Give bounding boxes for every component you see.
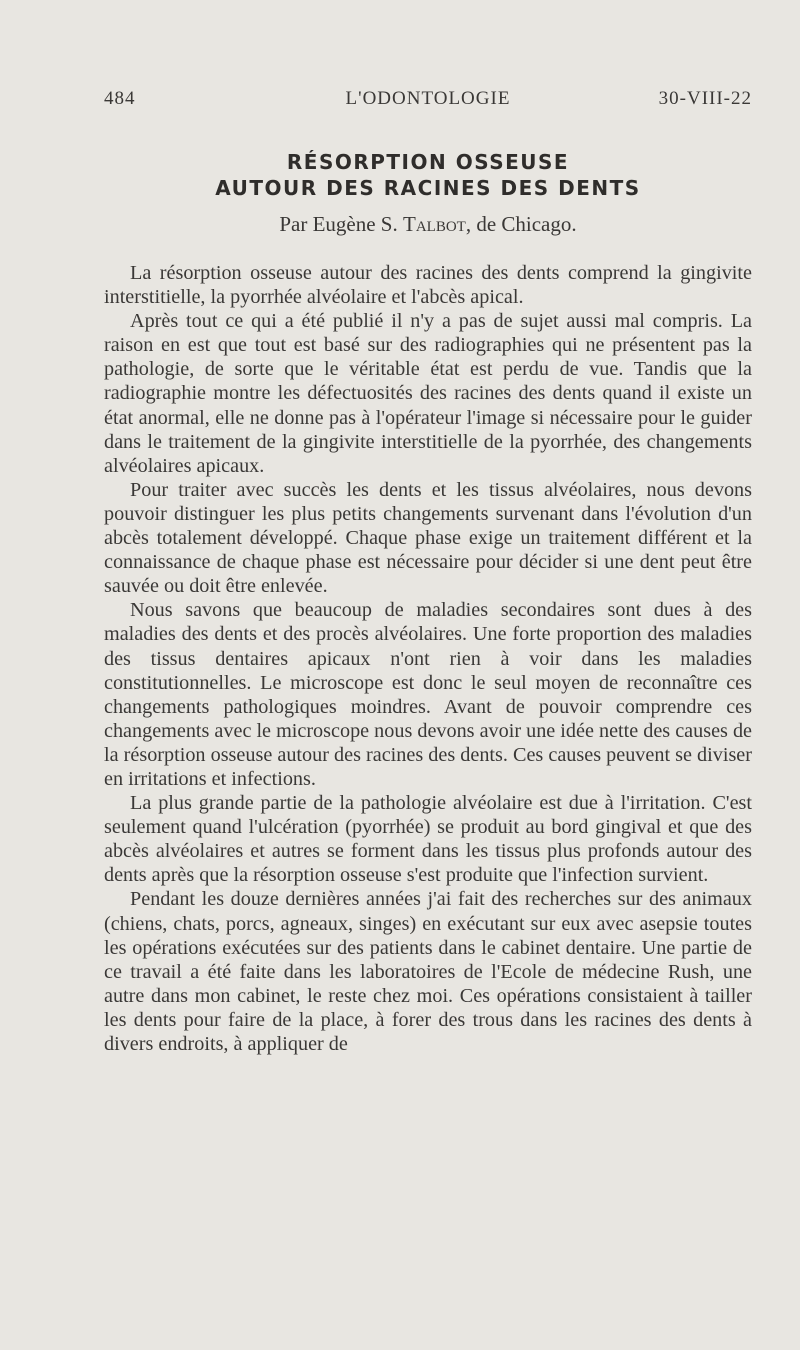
article-body <box>104 261 752 1056</box>
running-header <box>104 88 752 114</box>
journal-title: L'ODONTOLOGIE <box>345 88 511 109</box>
issue-date: 30-VIII-22 <box>658 88 752 109</box>
byline-prefix: Par Eugène S. <box>279 212 403 236</box>
article-title-line-1: RÉSORPTION OSSEUSE <box>286 150 570 174</box>
article-title-line-2: AUTOUR DES RACINES DES DENTS <box>215 176 641 200</box>
article-byline <box>104 212 752 237</box>
paragraph: Après tout ce qui a été publié il n'y a pas de sujet aussi mal compris. La raison en est que tout est basé sur des radiographies qui ne présentent pas la pathologie, de sorte que le véritable état est perdu de vue. Tandis que la radiographie montre les défectuosités des racines des dents quand il existe un état anormal, elle ne donne pas à l'opérateur l'image si nécessaire pour le guider dans le traitement de la gingivite interstitielle de la pyorrhée, des changements alvéolaires apicaux. <box>104 310 752 477</box>
page-number: 484 <box>104 88 136 109</box>
paragraph: Nous savons que beaucoup de maladies secondaires sont dues à des maladies des dents et des procès alvéolaires. Une forte proportion des maladies des tissus dentaires apicaux n'ont rien à voir dans les maladies constitutionnelles. Le microscope est donc le seul moyen de reconnaître ces changements pathologiques moindres. Avant de pouvoir comprendre ces changements avec le microscope nous devons avoir une idée nette des causes de la résorption osseuse autour des racines des dents. Ces causes peuvent se diviser en irritations et infections. <box>104 599 753 790</box>
byline-author: Talbot <box>403 212 466 236</box>
paragraph: La plus grande partie de la pathologie alvéolaire est due à l'irritation. C'est seulement quand l'ulcération (pyorrhée) se produit au bord gingival et que des abcès alvéolaires et autres se forment dans les tissus plus profonds autour des dents après que la résorption osseuse s'est produite que l'infection survient. <box>104 792 752 887</box>
paragraph: Pour traiter avec succès les dents et les tissus alvéolaires, nous devons pouvoir distinguer les plus petits changements survenant dans l'évolution d'un abcès totalement développé. Chaque phase exige un traitement différent et la connaissance de chaque phase est nécessaire pour décider si une dent peut être sauvée ou doit être enlevée. <box>104 478 752 598</box>
paragraph: La résorption osseuse autour des racines des dents comprend la gingivite interstitielle, la pyorrhée alvéolaire et l'abcès apical. <box>104 262 752 309</box>
byline-suffix: , de Chicago. <box>465 212 577 236</box>
paragraph: Pendant les douze dernières années j'ai fait des recherches sur des animaux (chiens, chats, porcs, agneaux, singes) en exécutant sur eux avec asepsie toutes les opérations exécutées sur des patients dans le cabinet dentaire. Une partie de ce travail a été faite dans les laboratoires de l'Ecole de médecine Rush, une autre dans mon cabinet, le reste chez moi. Ces opérations consistaient à tailler les dents pour faire de la place, à forer des trous dans les racines des dents à divers endroits, à appliquer de <box>104 888 752 1055</box>
